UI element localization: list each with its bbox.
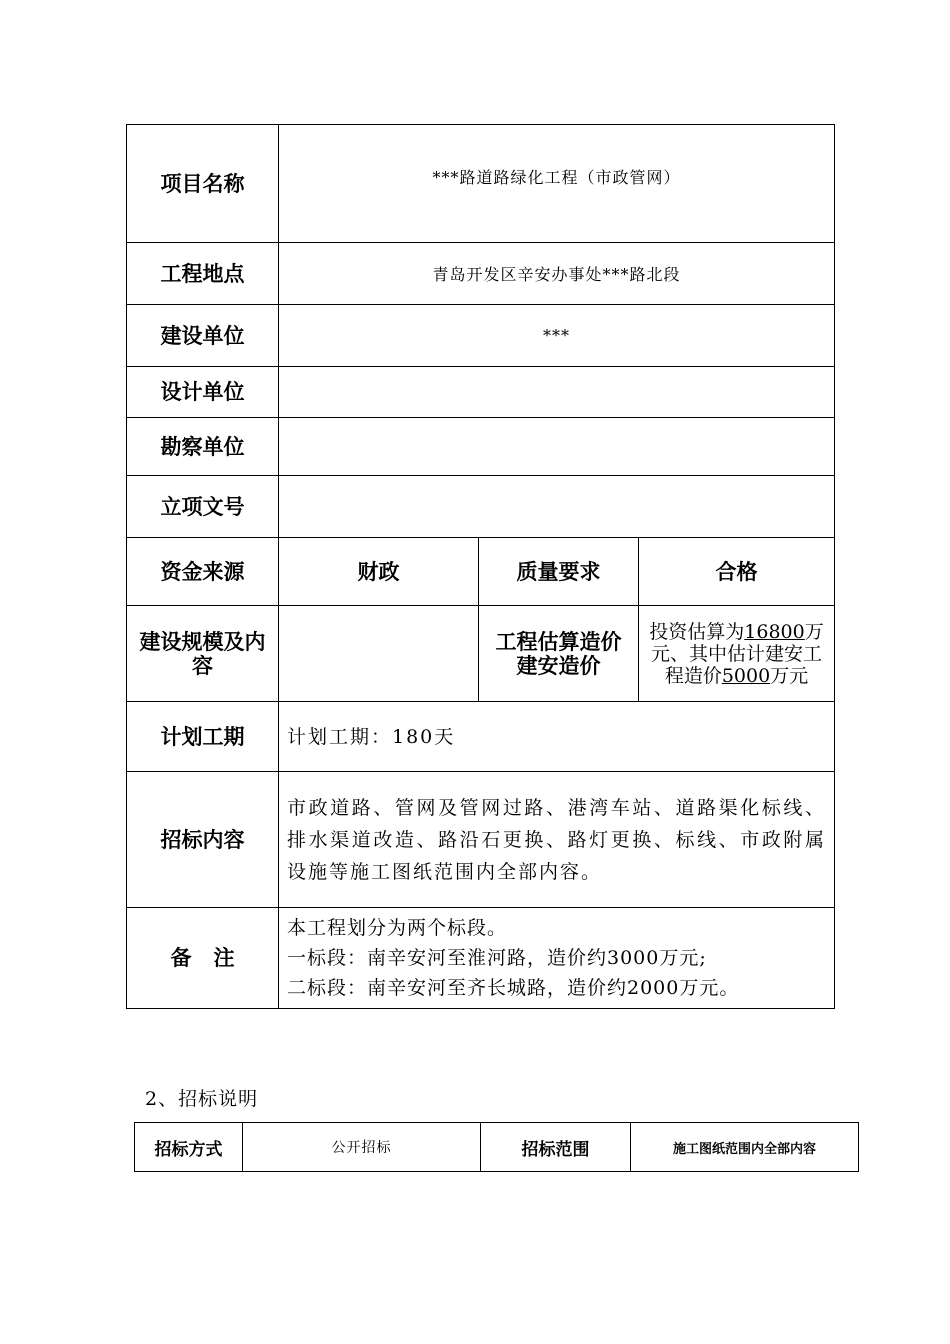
cost-text-3: 万元 [770,664,809,687]
row-schedule [127,702,835,772]
project-name-label: 项目名称 [127,125,279,243]
cost-text-1: 投资估算为 [649,620,745,643]
bid-method-label: 招标方式 [135,1123,243,1172]
project-name-value: ***路道路绿化工程（市政管网） [279,125,835,243]
project-info-table [126,124,835,1009]
surveyor-value [279,418,835,476]
cost-label: 工程估算造价建安造价 [479,606,639,702]
builder-label: 建设单位 [127,305,279,367]
schedule-label: 计划工期 [127,702,279,772]
funding-value: 财政 [279,538,479,606]
cost-amount-total: 16800 [744,620,805,643]
builder-value: *** [279,305,835,367]
cost-text-2: 万元、其中估计建安工程造价 [651,620,824,687]
remarks-line-2: 一标段：南辛安河至淮河路，造价约3000万元; [287,947,707,969]
row-funding [127,538,835,606]
funding-label: 资金来源 [127,538,279,606]
row-scale [127,606,835,702]
surveyor-label: 勘察单位 [127,418,279,476]
remarks-value [279,908,835,1009]
row-project-name [127,125,835,243]
location-label: 工程地点 [127,243,279,305]
schedule-value: 计划工期：180天 [279,702,835,772]
cost-amount-construction: 5000 [721,664,771,687]
designer-value [279,367,835,418]
row-bidding [135,1123,859,1172]
quality-value: 合格 [639,538,835,606]
row-designer [127,367,835,418]
remarks-line-1: 本工程划分为两个标段。 [287,917,508,939]
bid-content-label: 招标内容 [127,772,279,908]
cost-estimate [639,606,835,702]
bid-method-value: 公开招标 [243,1123,481,1172]
bidding-info-table [134,1122,859,1172]
remarks-line-3: 二标段：南辛安河至齐长城路，造价约2000万元。 [287,977,740,999]
bid-content-value: 市政道路、管网及管网过路、港湾车站、道路渠化标线、排水渠道改造、路沿石更换、路灯更换、标线、市政附属设施等施工图纸范围内全部内容。 [279,772,835,908]
row-approval [127,476,835,538]
scale-label: 建设规模及内容 [127,606,279,702]
bid-scope-value: 施工图纸范围内全部内容 [631,1123,859,1172]
location-value: 青岛开发区辛安办事处***路北段 [279,243,835,305]
remarks-label: 备注 [127,908,279,1009]
scale-value [279,606,479,702]
quality-label: 质量要求 [479,538,639,606]
bid-scope-label: 招标范围 [481,1123,631,1172]
row-surveyor [127,418,835,476]
row-builder [127,305,835,367]
row-bid-content [127,772,835,908]
designer-label: 设计单位 [127,367,279,418]
row-remarks [127,908,835,1009]
section-heading: 2、招标说明 [145,1088,259,1110]
approval-value [279,476,835,538]
approval-label: 立项文号 [127,476,279,538]
row-location [127,243,835,305]
